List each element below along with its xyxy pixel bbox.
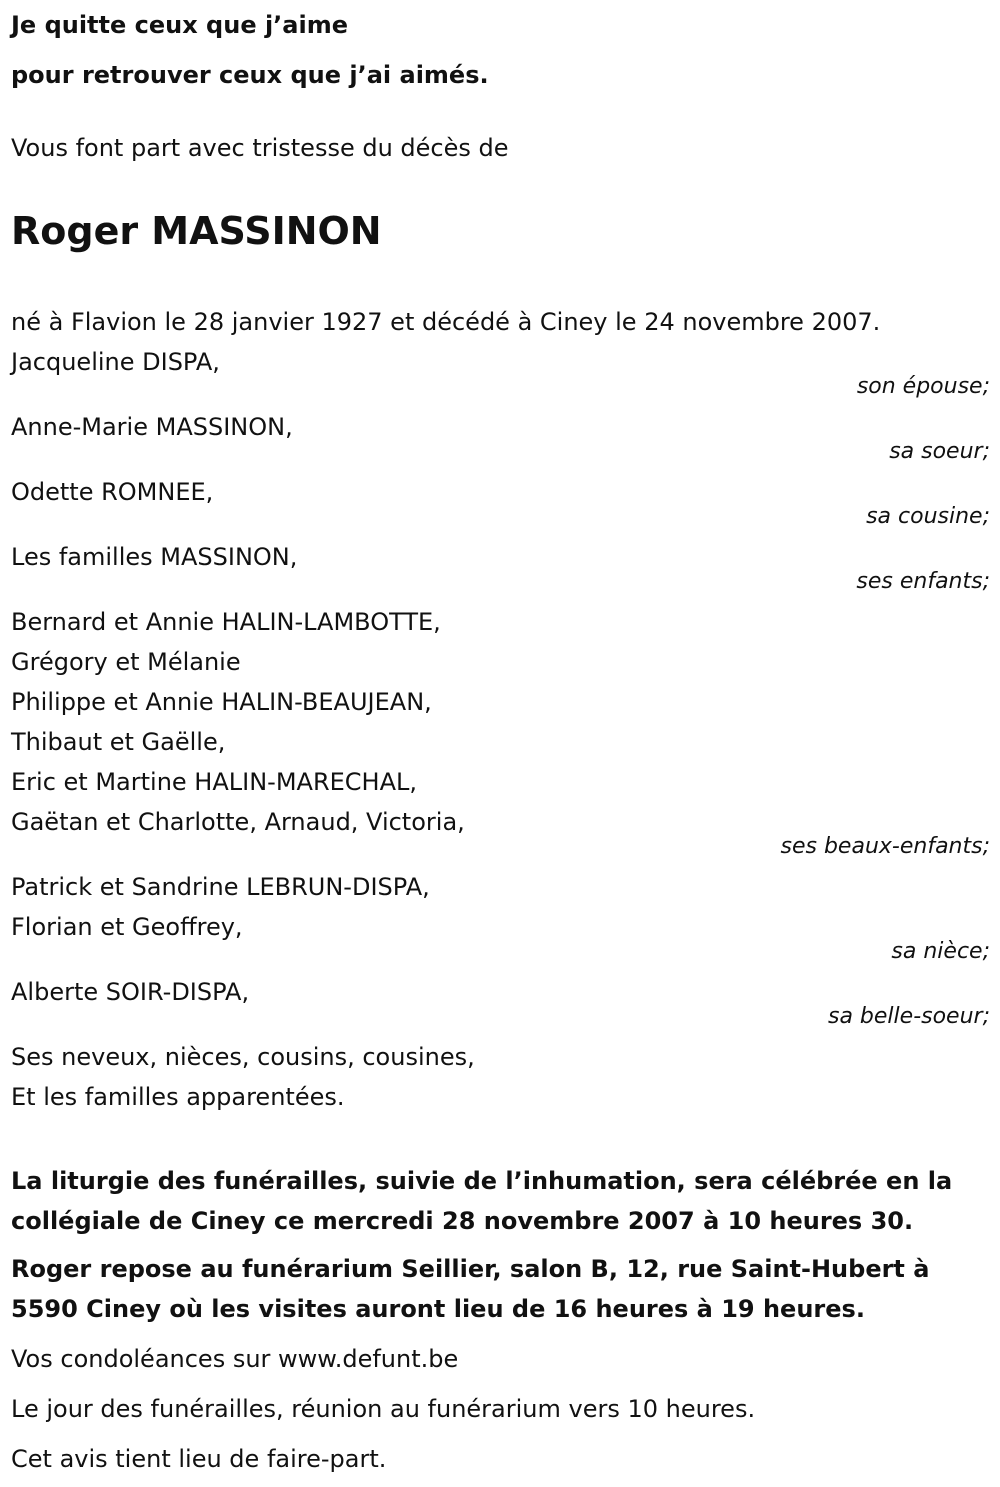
meeting-note: Le jour des funérailles, réunion au funérarium vers 10 heures. [11, 1395, 756, 1423]
epigraph-line: pour retrouver ceux que j’ai aimés. [11, 61, 489, 89]
family-member-name: Jacqueline DISPA, [11, 348, 220, 376]
family-relation: sa soeur; [889, 439, 990, 464]
family-group [11, 472, 990, 528]
family-member-name: Grégory et Mélanie [11, 648, 241, 676]
family-relation: sa cousine; [866, 504, 990, 529]
family-group [11, 602, 990, 858]
birth-death-dates: né à Flavion le 28 janvier 1927 et décédé à Ciney le 24 novembre 2007. [11, 308, 881, 336]
family-list [11, 342, 990, 1028]
family-relation: ses enfants; [856, 569, 990, 594]
family-member-name: Les familles MASSINON, [11, 543, 298, 571]
obituary-notice [11, 0, 990, 1479]
viewing-details: Roger repose au funérarium Seillier, salon B, 12, rue Saint-Hubert à 5590 Ciney où les visites auront lieu de 16 heures à 19 heures. [11, 1255, 930, 1323]
deceased-name: Roger MASSINON [11, 209, 382, 253]
extended-family [11, 1037, 990, 1117]
epigraph [11, 0, 990, 100]
family-group [11, 972, 990, 1028]
family-member-name: Patrick et Sandrine LEBRUN-DISPA, [11, 873, 430, 901]
family-relation: son épouse; [856, 374, 990, 399]
family-names [11, 602, 990, 842]
family-group [11, 537, 990, 593]
family-relation: ses beaux-enfants; [780, 834, 990, 859]
family-member-name: Gaëtan et Charlotte, Arnaud, Victoria, [11, 808, 465, 836]
family-relation: sa belle-soeur; [828, 1004, 990, 1029]
ceremony-details: La liturgie des funérailles, suivie de l’inhumation, sera célébrée en la collégiale de Ciney ce mercredi 28 novembre 2007 à 10 heures 30. [11, 1167, 953, 1235]
family-member-name: Alberte SOIR-DISPA, [11, 978, 250, 1006]
extended-family-line: Et les familles apparentées. [11, 1083, 345, 1111]
family-group [11, 407, 990, 463]
family-member-name: Odette ROMNEE, [11, 478, 214, 506]
family-member-name: Florian et Geoffrey, [11, 913, 243, 941]
family-member-name: Eric et Martine HALIN-MARECHAL, [11, 768, 418, 796]
condolences-note: Vos condoléances sur www.defunt.be [11, 1345, 459, 1373]
family-member-name: Philippe et Annie HALIN-BEAUJEAN, [11, 688, 432, 716]
family-group [11, 342, 990, 398]
announcement-intro: Vous font part avec tristesse du décès de [11, 134, 509, 162]
family-group [11, 867, 990, 963]
family-relation: sa nièce; [891, 939, 990, 964]
notice-note: Cet avis tient lieu de faire-part. [11, 1445, 387, 1473]
family-member-name: Bernard et Annie HALIN-LAMBOTTE, [11, 608, 441, 636]
family-member-name: Thibaut et Gaëlle, [11, 728, 226, 756]
epigraph-line: Je quitte ceux que j’aime [11, 11, 349, 39]
extended-family-line: Ses neveux, nièces, cousins, cousines, [11, 1043, 475, 1071]
family-names [11, 867, 990, 947]
family-member-name: Anne-Marie MASSINON, [11, 413, 293, 441]
